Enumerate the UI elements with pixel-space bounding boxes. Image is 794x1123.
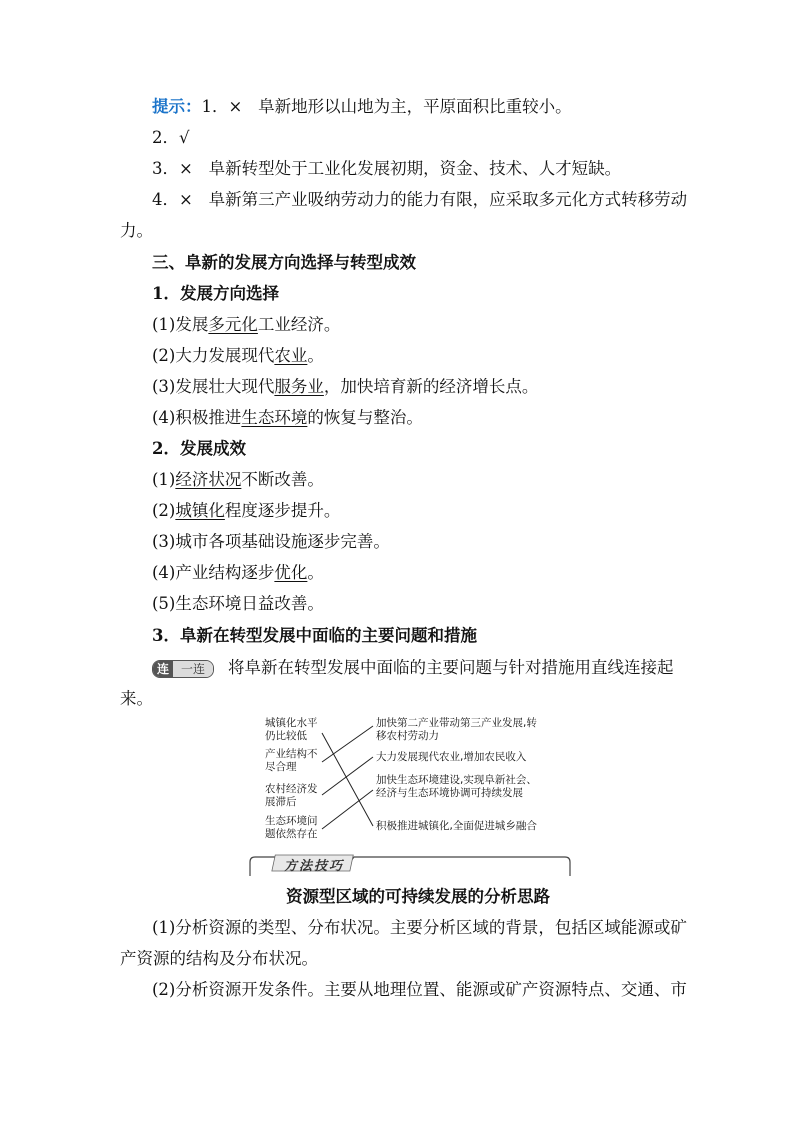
direction-item-4: (4)积极推进生态环境的恢复与整治。 <box>152 408 423 427</box>
left-item-2: 产业结构不 尽合理 <box>265 748 318 773</box>
method-title: 资源型区域的可持续发展的分析思路 <box>286 887 550 906</box>
hint-label: 提示： <box>152 97 202 116</box>
direction-item-1: (1)发展多元化工业经济。 <box>152 315 341 334</box>
hint-line-4: 4．× 阜新第三产业吸纳劳动力的能力有限，应采取多元化方式转移劳动 <box>152 190 688 209</box>
right-item-4: 积极推进城镇化,全面促进城乡融合 <box>376 820 537 832</box>
direction-item-3: (3)发展壮大现代服务业，加快培育新的经济增长点。 <box>152 377 539 396</box>
method-paragraph-2: (2)分析资源开发条件。主要从地理位置、能源或矿产资源特点、交通、市 <box>152 980 687 999</box>
method-paragraph-1: (1)分析资源的类型、分布状况。主要分析区域的背景，包括区域能源或矿 <box>152 918 687 937</box>
result-item-3: (3)城市各项基础设施逐步完善。 <box>152 532 390 551</box>
hint-line-2: 2．√ <box>152 128 190 147</box>
direction-item-2: (2)大力发展现代农业。 <box>152 346 324 365</box>
results-heading: 2．发展成效 <box>152 439 246 458</box>
method-banner-label: 方法技巧 <box>284 859 345 874</box>
left-item-4: 生态环境问 题依然存在 <box>265 815 318 840</box>
connect-instruction-cont: 来。 <box>120 689 153 708</box>
hint-line-1: 提示：1．× 阜新地形以山地为主，平原面积比重较小。 <box>152 97 572 116</box>
right-item-1: 加快第二产业带动第三产业发展,转 移农村劳动力 <box>376 717 537 742</box>
result-item-1: (1)经济状况不断改善。 <box>152 470 324 489</box>
hint-line-4-cont: 力。 <box>120 221 153 240</box>
hint-line-3: 3．× 阜新转型处于工业化发展初期，资金、技术、人才短缺。 <box>152 159 622 178</box>
connect-instruction: 连 一连 将阜新在转型发展中面临的主要问题与针对措施用直线连接起 <box>152 657 674 679</box>
section-title: 三、阜新的发展方向选择与转型成效 <box>152 253 416 272</box>
left-item-1: 城镇化水平 仍比较低 <box>265 717 318 742</box>
connect-badge: 连 一连 <box>152 660 214 678</box>
left-item-3: 农村经济发 展滞后 <box>265 783 318 808</box>
result-item-2: (2)城镇化程度逐步提升。 <box>152 501 341 520</box>
right-item-3: 加快生态环境建设,实现阜新社会、 经济与生态环境协调可持续发展 <box>376 774 537 799</box>
problems-heading: 3．阜新在转型发展中面临的主要问题和措施 <box>152 626 477 645</box>
result-item-5: (5)生态环境日益改善。 <box>152 594 324 613</box>
result-item-4: (4)产业结构逐步优化。 <box>152 563 324 582</box>
right-item-2: 大力发展现代农业,增加农民收入 <box>376 751 527 763</box>
method-paragraph-1-cont: 产资源的结构及分布状况。 <box>120 949 318 968</box>
direction-heading: 1．发展方向选择 <box>152 284 279 303</box>
